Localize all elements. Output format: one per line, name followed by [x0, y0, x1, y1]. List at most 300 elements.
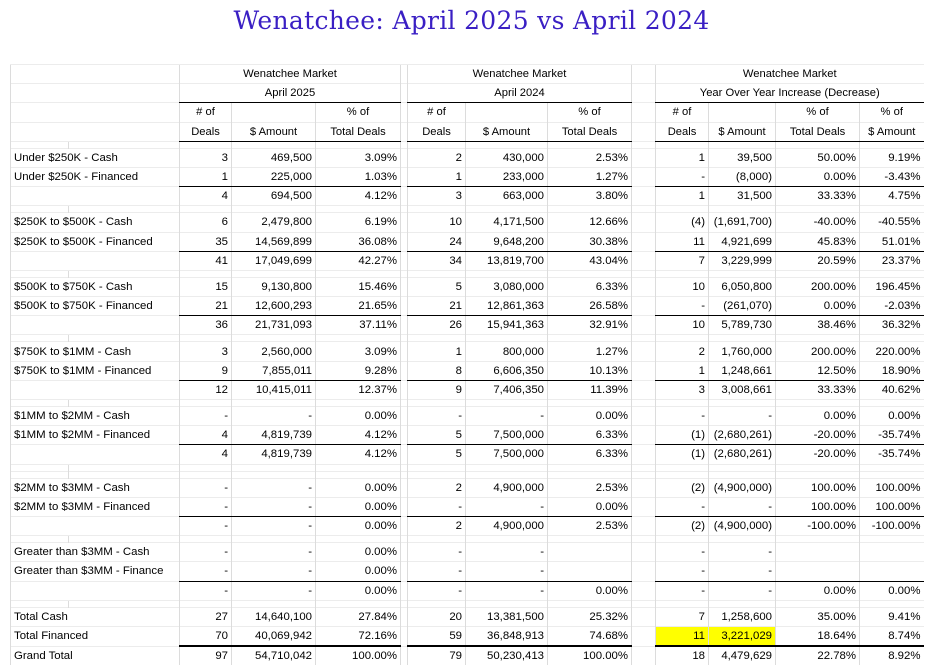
- gap-cell: [548, 270, 632, 277]
- row-label: $250K to $500K - Financed: [11, 232, 180, 251]
- col-pct-head: % of: [776, 103, 860, 122]
- value-2025: 21: [180, 297, 232, 316]
- gap-cell: [466, 600, 548, 607]
- row-label: Grand Total: [11, 646, 180, 665]
- spacer: [632, 626, 656, 646]
- gap-cell: [656, 270, 709, 277]
- gap-cell: [860, 464, 924, 471]
- value-2024: 8: [408, 361, 466, 380]
- value-2025: 3: [180, 342, 232, 361]
- gap-cell: [401, 600, 408, 607]
- value-yoy: 1: [656, 148, 709, 167]
- value-2024: 4,171,500: [466, 213, 548, 232]
- row-label: $250K to $500K - Cash: [11, 213, 180, 232]
- col-deals-head: # of: [408, 103, 466, 122]
- value-2025: 36: [180, 316, 232, 335]
- value-yoy: 1,248,661: [709, 361, 776, 380]
- comparison-table: [10, 64, 924, 665]
- value-yoy: 22.78%: [776, 646, 860, 665]
- gap-cell: [709, 335, 776, 342]
- gap-cell: [180, 206, 232, 213]
- table-row: [11, 516, 924, 535]
- gap-cell: [548, 400, 632, 407]
- gap-cell: [11, 471, 69, 478]
- value-yoy: -: [709, 543, 776, 562]
- value-2025: 1.03%: [316, 167, 401, 186]
- spacer: [632, 103, 656, 122]
- gap-cell: [548, 206, 632, 213]
- value-2025: 14,640,100: [232, 607, 316, 626]
- table-row: [11, 361, 924, 380]
- gap-cell: [709, 270, 776, 277]
- value-yoy: -40.00%: [776, 213, 860, 232]
- spacer: [632, 497, 656, 516]
- value-2024: 430,000: [466, 148, 548, 167]
- spacer: [401, 213, 408, 232]
- row-label: [11, 316, 180, 335]
- col-pct-head: % of: [316, 103, 401, 122]
- gap-cell: [548, 536, 632, 543]
- table-row: [11, 213, 924, 232]
- value-2025: 3.09%: [316, 342, 401, 361]
- spacer: [401, 167, 408, 186]
- value-2025: 4.12%: [316, 445, 401, 464]
- row-label: Greater than $3MM - Finance: [11, 562, 180, 581]
- value-yoy: -: [656, 497, 709, 516]
- value-yoy: 33.33%: [776, 187, 860, 206]
- value-yoy: 1,760,000: [709, 342, 776, 361]
- value-2025: 0.00%: [316, 581, 401, 600]
- table-row: [11, 187, 924, 206]
- table-row: [11, 626, 924, 646]
- spacer: [401, 426, 408, 445]
- value-2025: 6: [180, 213, 232, 232]
- spacer: [401, 516, 408, 535]
- spacer: [632, 148, 656, 167]
- spacer: [401, 581, 408, 600]
- gap-cell: [180, 464, 232, 471]
- value-2024: -: [408, 407, 466, 426]
- value-2025: 7,855,011: [232, 361, 316, 380]
- spacer: [401, 626, 408, 646]
- gap-cell: [401, 206, 408, 213]
- value-2025: -: [180, 497, 232, 516]
- spacer: [632, 445, 656, 464]
- spacer: [632, 251, 656, 270]
- value-yoy: -20.00%: [776, 426, 860, 445]
- value-2024: 30.38%: [548, 232, 632, 251]
- gap-cell: [632, 536, 656, 543]
- value-yoy: -: [656, 562, 709, 581]
- spacer: [401, 103, 408, 122]
- value-2025: 9.28%: [316, 361, 401, 380]
- value-yoy: 3,229,999: [709, 251, 776, 270]
- value-2024: -: [466, 543, 548, 562]
- value-2025: 27.84%: [316, 607, 401, 626]
- value-yoy: -: [656, 297, 709, 316]
- table-row: [11, 536, 924, 543]
- value-2024: 2: [408, 516, 466, 535]
- row-label: Total Cash: [11, 607, 180, 626]
- gap-cell: [466, 206, 548, 213]
- value-2025: 1: [180, 167, 232, 186]
- value-2025: 2,479,800: [232, 213, 316, 232]
- value-yoy: 12.50%: [776, 361, 860, 380]
- table-row: [11, 562, 924, 581]
- value-yoy: 33.33%: [776, 380, 860, 399]
- gap-cell: [860, 471, 924, 478]
- value-2025: -: [180, 478, 232, 497]
- gap-cell: [401, 536, 408, 543]
- gap-cell: [180, 536, 232, 543]
- value-2024: 6.33%: [548, 277, 632, 296]
- spacer: [632, 84, 656, 103]
- value-2024: 9,648,200: [466, 232, 548, 251]
- gap-cell: [776, 400, 860, 407]
- gap-cell: [709, 471, 776, 478]
- value-2024: 3: [408, 187, 466, 206]
- gap-cell: [316, 400, 401, 407]
- gap-cell: [316, 335, 401, 342]
- row-label: Total Financed: [11, 626, 180, 646]
- spacer: [632, 543, 656, 562]
- gap-cell: [69, 600, 180, 607]
- row-label: $1MM to $2MM - Cash: [11, 407, 180, 426]
- value-2025: 225,000: [232, 167, 316, 186]
- table-row: [11, 543, 924, 562]
- value-2024: 6.33%: [548, 426, 632, 445]
- value-2025: 6.19%: [316, 213, 401, 232]
- value-yoy: [860, 543, 924, 562]
- gap-cell: [860, 536, 924, 543]
- gap-cell: [632, 471, 656, 478]
- spacer: [632, 316, 656, 335]
- value-2024: 5: [408, 277, 466, 296]
- value-yoy: 23.37%: [860, 251, 924, 270]
- gap-cell: [408, 335, 466, 342]
- value-2025: 40,069,942: [232, 626, 316, 646]
- value-yoy: 8.74%: [860, 626, 924, 646]
- value-2024: 7,406,350: [466, 380, 548, 399]
- gap-cell: [408, 141, 466, 148]
- value-yoy: -100.00%: [860, 516, 924, 535]
- value-2024: 2.53%: [548, 148, 632, 167]
- value-2025: -: [232, 497, 316, 516]
- gap-cell: [776, 536, 860, 543]
- value-2024: 34: [408, 251, 466, 270]
- value-2025: 27: [180, 607, 232, 626]
- gap-cell: [776, 270, 860, 277]
- value-2025: -: [180, 543, 232, 562]
- table-row: [11, 65, 924, 84]
- value-2024: [548, 543, 632, 562]
- value-2025: 4: [180, 426, 232, 445]
- header-blank: [709, 103, 776, 122]
- spacer: [401, 380, 408, 399]
- value-2025: 100.00%: [316, 646, 401, 665]
- gap-cell: [548, 600, 632, 607]
- value-yoy: 1,258,600: [709, 607, 776, 626]
- table-row: [11, 251, 924, 270]
- value-yoy: -: [709, 407, 776, 426]
- col-deals: Deals: [656, 122, 709, 141]
- col-deals: Deals: [408, 122, 466, 141]
- value-2024: 32.91%: [548, 316, 632, 335]
- value-2025: 42.27%: [316, 251, 401, 270]
- gap-cell: [408, 464, 466, 471]
- row-label: $2MM to $3MM - Cash: [11, 478, 180, 497]
- gap-cell: [232, 400, 316, 407]
- value-yoy: 39,500: [709, 148, 776, 167]
- gap-cell: [401, 270, 408, 277]
- row-label: [11, 445, 180, 464]
- value-yoy: 100.00%: [860, 497, 924, 516]
- value-yoy: 36.32%: [860, 316, 924, 335]
- value-yoy: -20.00%: [776, 445, 860, 464]
- gap-cell: [401, 400, 408, 407]
- value-yoy: -: [656, 407, 709, 426]
- gap-cell: [316, 600, 401, 607]
- value-2024: -: [408, 562, 466, 581]
- gap-cell: [180, 400, 232, 407]
- value-yoy: 100.00%: [860, 478, 924, 497]
- gap-cell: [180, 270, 232, 277]
- row-label: $750K to $1MM - Cash: [11, 342, 180, 361]
- value-2025: 0.00%: [316, 478, 401, 497]
- value-2024: -: [466, 581, 548, 600]
- spacer: [401, 497, 408, 516]
- spacer: [401, 316, 408, 335]
- value-2025: -: [180, 516, 232, 535]
- value-2024: 24: [408, 232, 466, 251]
- gap-cell: [632, 270, 656, 277]
- gap-cell: [11, 335, 69, 342]
- gap-cell: [180, 471, 232, 478]
- value-2024: [548, 562, 632, 581]
- gap-cell: [11, 206, 69, 213]
- value-yoy: 0.00%: [776, 297, 860, 316]
- value-2025: 0.00%: [316, 407, 401, 426]
- spacer: [401, 478, 408, 497]
- spacer: [632, 426, 656, 445]
- header-market-2024: Wenatchee Market: [408, 65, 632, 84]
- gap-cell: [548, 471, 632, 478]
- spacer: [401, 187, 408, 206]
- value-2025: 15.46%: [316, 277, 401, 296]
- spacer: [632, 65, 656, 84]
- value-2025: 12: [180, 380, 232, 399]
- value-yoy: 31,500: [709, 187, 776, 206]
- value-2024: 663,000: [466, 187, 548, 206]
- value-2024: 26: [408, 316, 466, 335]
- spacer: [632, 213, 656, 232]
- value-2024: 26.58%: [548, 297, 632, 316]
- row-label: [11, 187, 180, 206]
- table-row: [11, 607, 924, 626]
- gap-cell: [632, 206, 656, 213]
- gap-cell: [69, 141, 180, 148]
- gap-cell: [316, 270, 401, 277]
- table-row: [11, 581, 924, 600]
- value-yoy: 10: [656, 316, 709, 335]
- gap-cell: [656, 141, 709, 148]
- spacer: [401, 251, 408, 270]
- table-row: [11, 277, 924, 296]
- gap-cell: [860, 270, 924, 277]
- value-yoy: 0.00%: [860, 581, 924, 600]
- gap-cell: [11, 141, 69, 148]
- gap-cell: [408, 270, 466, 277]
- value-2025: 469,500: [232, 148, 316, 167]
- spacer: [632, 607, 656, 626]
- spacer: [401, 148, 408, 167]
- value-yoy: -100.00%: [776, 516, 860, 535]
- spacer: [401, 646, 408, 665]
- value-yoy: -40.55%: [860, 213, 924, 232]
- value-yoy: 220.00%: [860, 342, 924, 361]
- table-row: [11, 270, 924, 277]
- value-yoy: 0.00%: [776, 167, 860, 186]
- value-yoy: 6,050,800: [709, 277, 776, 296]
- value-yoy: (261,070): [709, 297, 776, 316]
- gap-cell: [709, 600, 776, 607]
- gap-cell: [11, 400, 69, 407]
- value-2024: 21: [408, 297, 466, 316]
- value-yoy: -3.43%: [860, 167, 924, 186]
- gap-cell: [656, 536, 709, 543]
- row-label: [11, 251, 180, 270]
- value-2025: -: [180, 562, 232, 581]
- gap-cell: [548, 335, 632, 342]
- table-row: [11, 316, 924, 335]
- value-yoy: 50.00%: [776, 148, 860, 167]
- value-2024: -: [466, 497, 548, 516]
- gap-cell: [632, 464, 656, 471]
- spacer: [401, 232, 408, 251]
- value-2024: 13,819,700: [466, 251, 548, 270]
- value-2024: 43.04%: [548, 251, 632, 270]
- value-yoy: 100.00%: [776, 478, 860, 497]
- value-yoy: -: [656, 581, 709, 600]
- gap-cell: [180, 335, 232, 342]
- table-row: [11, 464, 924, 471]
- spacer: [632, 407, 656, 426]
- value-2024: 25.32%: [548, 607, 632, 626]
- row-label: Under $250K - Financed: [11, 167, 180, 186]
- table-row: [11, 471, 924, 478]
- value-yoy: (2,680,261): [709, 445, 776, 464]
- value-yoy: 8.92%: [860, 646, 924, 665]
- value-2024: -: [408, 543, 466, 562]
- gap-cell: [776, 600, 860, 607]
- table-row: [11, 122, 924, 141]
- value-2024: 12,861,363: [466, 297, 548, 316]
- value-yoy: 38.46%: [776, 316, 860, 335]
- value-yoy: 4,479,629: [709, 646, 776, 665]
- value-yoy: -: [709, 562, 776, 581]
- header-market-yoy: Wenatchee Market: [656, 65, 924, 84]
- value-2025: 9,130,800: [232, 277, 316, 296]
- value-yoy: (4,900,000): [709, 478, 776, 497]
- gap-cell: [232, 471, 316, 478]
- gap-cell: [180, 600, 232, 607]
- gap-cell: [180, 141, 232, 148]
- row-label: [11, 516, 180, 535]
- spacer: [632, 478, 656, 497]
- gap-cell: [466, 464, 548, 471]
- spacer: [401, 543, 408, 562]
- value-2025: 35: [180, 232, 232, 251]
- spacer: [632, 297, 656, 316]
- value-yoy: (1,691,700): [709, 213, 776, 232]
- value-2025: -: [232, 478, 316, 497]
- col-amount: $ Amount: [232, 122, 316, 141]
- gap-cell: [860, 141, 924, 148]
- value-2024: 7,500,000: [466, 445, 548, 464]
- value-2024: 100.00%: [548, 646, 632, 665]
- table-row: [11, 407, 924, 426]
- value-2024: 20: [408, 607, 466, 626]
- gap-cell: [860, 400, 924, 407]
- gap-cell: [316, 471, 401, 478]
- value-2024: 13,381,500: [466, 607, 548, 626]
- gap-cell: [548, 141, 632, 148]
- col-total-deals: Total Deals: [316, 122, 401, 141]
- value-2024: 1: [408, 167, 466, 186]
- gap-cell: [11, 536, 69, 543]
- col-deals-head: # of: [656, 103, 709, 122]
- table-row: [11, 400, 924, 407]
- gap-cell: [860, 600, 924, 607]
- value-yoy: [776, 562, 860, 581]
- value-2024: 0.00%: [548, 497, 632, 516]
- table-row: [11, 148, 924, 167]
- gap-cell: [656, 600, 709, 607]
- gap-cell: [11, 270, 69, 277]
- value-yoy: 18.64%: [776, 626, 860, 646]
- gap-cell: [656, 206, 709, 213]
- col-total-deals: Total Deals: [776, 122, 860, 141]
- value-2025: 4: [180, 187, 232, 206]
- gap-cell: [709, 464, 776, 471]
- value-2025: 0.00%: [316, 516, 401, 535]
- gap-cell: [656, 335, 709, 342]
- col-deals: Deals: [180, 122, 232, 141]
- gap-cell: [709, 536, 776, 543]
- gap-cell: [466, 400, 548, 407]
- value-yoy: -: [656, 543, 709, 562]
- gap-cell: [316, 464, 401, 471]
- value-yoy-highlighted: 11: [656, 626, 709, 646]
- value-yoy: 0.00%: [860, 407, 924, 426]
- gap-cell: [656, 464, 709, 471]
- table-row: [11, 478, 924, 497]
- gap-cell: [69, 464, 180, 471]
- value-yoy: 200.00%: [776, 277, 860, 296]
- value-2025: 41: [180, 251, 232, 270]
- value-2024: 1.27%: [548, 342, 632, 361]
- spacer: [401, 297, 408, 316]
- gap-cell: [69, 270, 180, 277]
- value-yoy: (4): [656, 213, 709, 232]
- value-yoy: 1: [656, 361, 709, 380]
- header-blank: [11, 65, 180, 84]
- value-yoy: 35.00%: [776, 607, 860, 626]
- gap-cell: [776, 141, 860, 148]
- value-yoy: 0.00%: [776, 581, 860, 600]
- table-row: [11, 141, 924, 148]
- spacer: [632, 232, 656, 251]
